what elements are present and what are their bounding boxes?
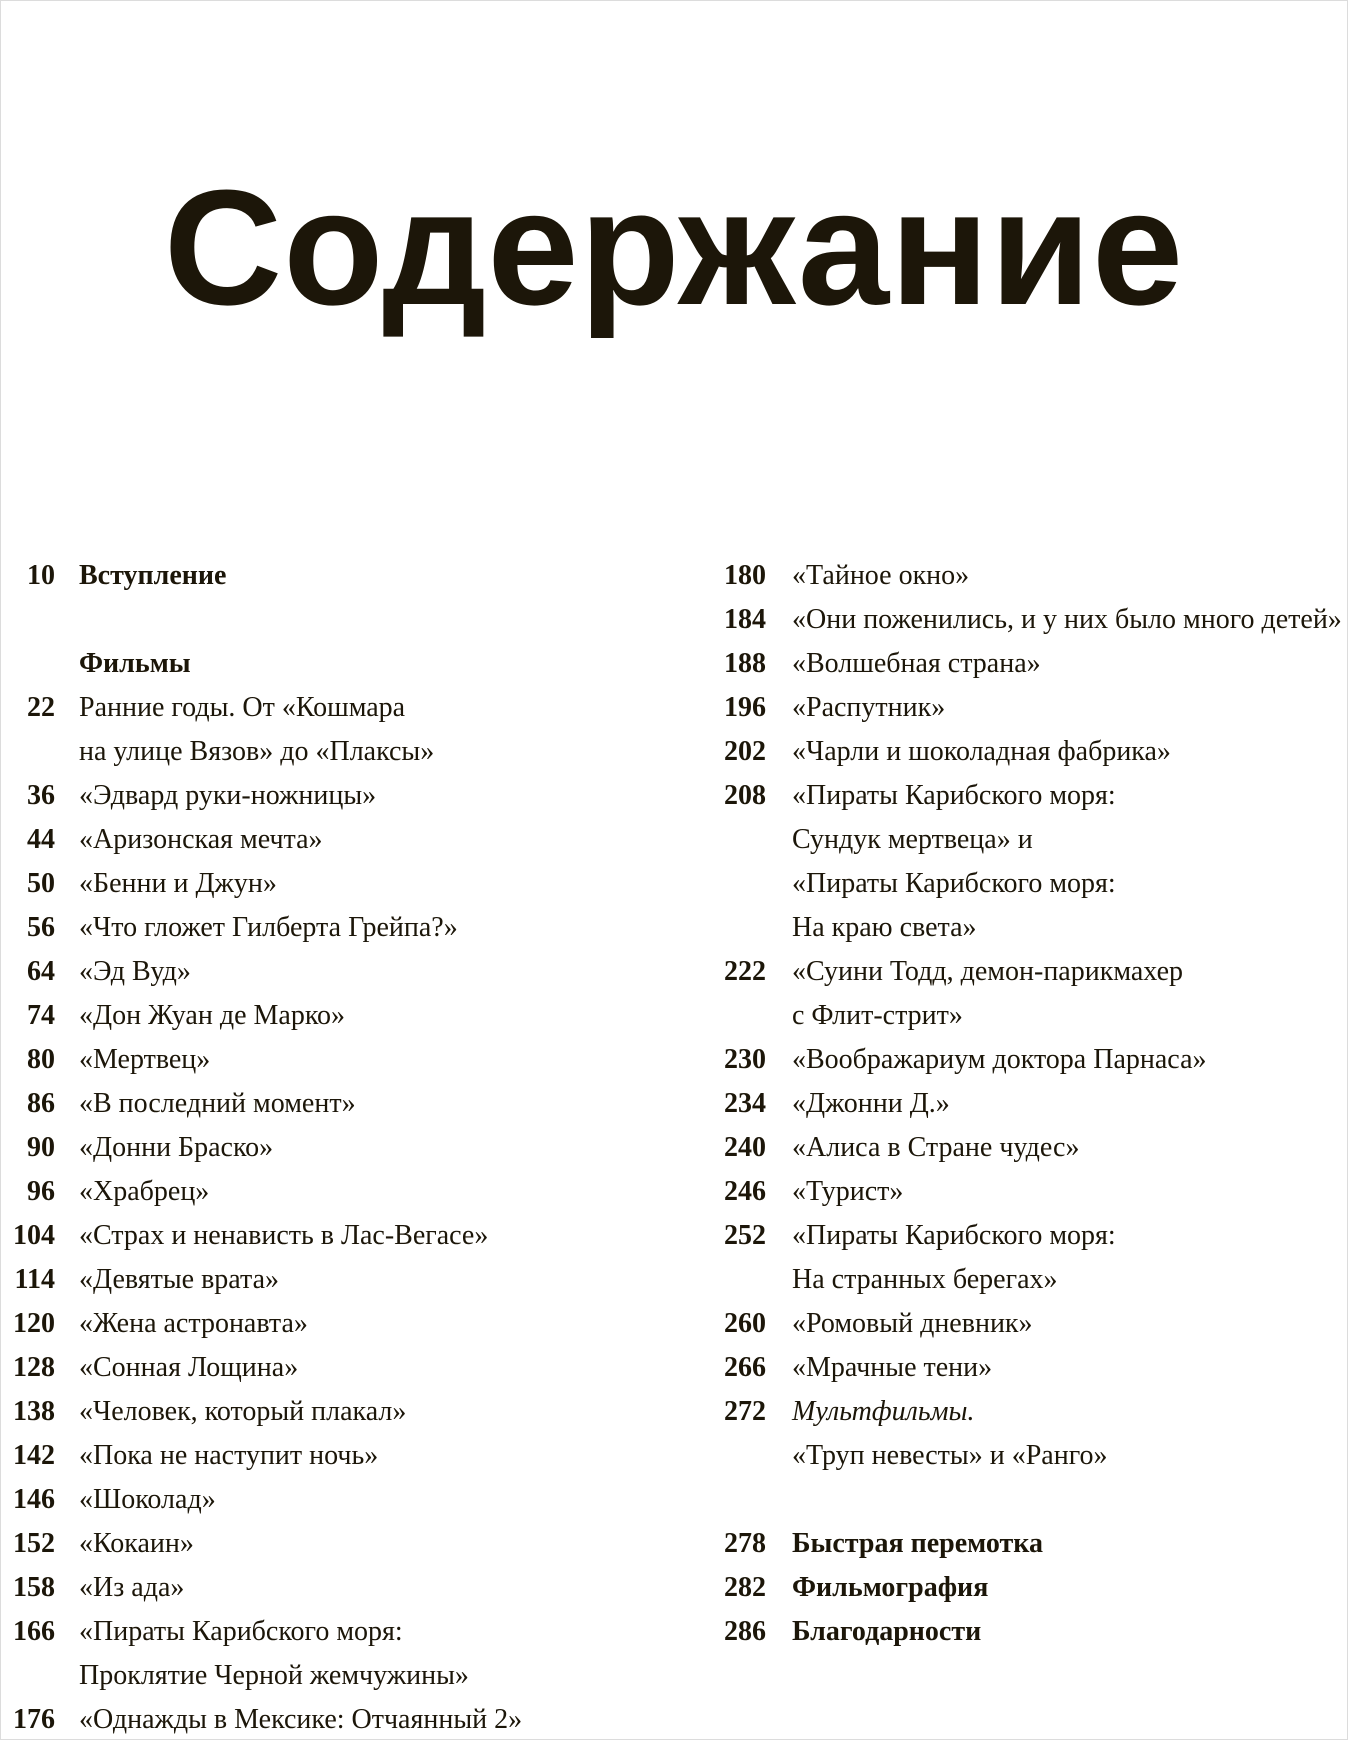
toc-entry bbox=[690, 956, 1340, 1000]
toc-entry bbox=[0, 1044, 680, 1088]
toc-entry-title: «Девятые врата» bbox=[79, 1264, 280, 1295]
toc-page-number: 114 bbox=[14, 1264, 55, 1295]
toc-entry bbox=[0, 1000, 680, 1044]
toc-entry-title: «Эдвард руки-ножницы» bbox=[79, 780, 377, 811]
toc-page-number: 196 bbox=[724, 692, 766, 723]
toc-entry bbox=[690, 868, 1340, 912]
toc-entry-title: Ранние годы. От «Кошмара bbox=[79, 692, 406, 723]
toc-entry bbox=[690, 1616, 1340, 1660]
toc-entry-title: «Шоколад» bbox=[79, 1484, 216, 1515]
toc-page-number: 104 bbox=[13, 1220, 55, 1251]
toc-entry bbox=[0, 1176, 680, 1220]
toc-page-number: 128 bbox=[13, 1352, 55, 1383]
toc-entry bbox=[0, 1616, 680, 1660]
toc-entry-title: Вступление bbox=[79, 560, 227, 591]
toc-right-column bbox=[690, 560, 1340, 1660]
toc-entry bbox=[690, 1000, 1340, 1044]
toc-entry-title: Мультфильмы. bbox=[792, 1396, 975, 1427]
toc-entry-title: Фильмы bbox=[79, 648, 191, 679]
toc-entry bbox=[690, 560, 1340, 604]
toc-page-number: 252 bbox=[724, 1220, 766, 1251]
toc-entry-title: на улице Вязов» до «Плаксы» bbox=[79, 736, 435, 767]
toc-page-number: 202 bbox=[724, 736, 766, 767]
toc-entry bbox=[0, 692, 680, 736]
toc-entry-title: «Храбрец» bbox=[79, 1176, 210, 1207]
toc-entry bbox=[0, 824, 680, 868]
toc-page-number: 36 bbox=[27, 780, 55, 811]
toc-page-number: 240 bbox=[724, 1132, 766, 1163]
toc-entry bbox=[690, 736, 1340, 780]
toc-entry-title: «Пираты Карибского моря: bbox=[792, 868, 1116, 899]
toc-entry bbox=[0, 1264, 680, 1308]
toc-entry-title: «Они поженились, и у них было много детей» bbox=[792, 604, 1342, 635]
toc-page-number: 158 bbox=[13, 1572, 55, 1603]
toc-entry bbox=[690, 1528, 1340, 1572]
toc-entry bbox=[690, 1308, 1340, 1352]
toc-entry-title: «Что гложет Гилберта Грейпа?» bbox=[79, 912, 458, 943]
toc-entry-title: «Суини Тодд, демон-парикмахер bbox=[792, 956, 1184, 987]
toc-entry-title: «Пираты Карибского моря: bbox=[792, 1220, 1116, 1251]
toc-entry-title: «Эд Вуд» bbox=[79, 956, 191, 987]
toc-entry-title: Проклятие Черной жемчужины» bbox=[79, 1660, 469, 1691]
toc-entry bbox=[690, 780, 1340, 824]
toc-page-number: 272 bbox=[724, 1396, 766, 1427]
toc-entry bbox=[690, 1484, 1340, 1528]
toc-entry-title: «Джонни Д.» bbox=[792, 1088, 950, 1119]
toc-entry-title: Благодарности bbox=[792, 1616, 982, 1647]
toc-page-number: 278 bbox=[724, 1528, 766, 1559]
toc-entry bbox=[0, 604, 680, 648]
toc-entry-title: «Тайное окно» bbox=[792, 560, 970, 591]
toc-entry-title: «Жена астронавта» bbox=[79, 1308, 308, 1339]
toc-entry bbox=[0, 1396, 680, 1440]
toc-entry-title: «Ромовый дневник» bbox=[792, 1308, 1033, 1339]
toc-entry bbox=[690, 1352, 1340, 1396]
toc-entry-title: «Страх и ненависть в Лас-Вегасе» bbox=[79, 1220, 489, 1251]
toc-entry-title: Быстрая перемотка bbox=[792, 1528, 1043, 1559]
toc-entry-title: «Человек, который плакал» bbox=[79, 1396, 407, 1427]
toc-entry bbox=[0, 912, 680, 956]
toc-page-number: 86 bbox=[27, 1088, 55, 1119]
toc-entry bbox=[0, 868, 680, 912]
toc-entry bbox=[690, 1176, 1340, 1220]
toc-entry bbox=[690, 1132, 1340, 1176]
toc-page-number: 120 bbox=[13, 1308, 55, 1339]
toc-entry-title: «Однажды в Мексике: Отчаянный 2» bbox=[79, 1704, 523, 1735]
toc-entry-title: «Чарли и шоколадная фабрика» bbox=[792, 736, 1171, 767]
toc-page-number: 56 bbox=[27, 912, 55, 943]
toc-entry-title: На странных берегах» bbox=[792, 1264, 1058, 1295]
toc-page-number: 152 bbox=[13, 1528, 55, 1559]
toc-page-number: 208 bbox=[724, 780, 766, 811]
toc-entry bbox=[690, 692, 1340, 736]
toc-entry-title: «Пираты Карибского моря: bbox=[79, 1616, 403, 1647]
toc-entry bbox=[690, 1440, 1340, 1484]
toc-page-number: 142 bbox=[13, 1440, 55, 1471]
toc-entry-title: «Пираты Карибского моря: bbox=[792, 780, 1116, 811]
toc-page-number: 176 bbox=[13, 1704, 55, 1735]
toc-page-number: 44 bbox=[27, 824, 55, 855]
toc-entry bbox=[0, 1352, 680, 1396]
toc-page-number: 188 bbox=[724, 648, 766, 679]
toc-page-number: 246 bbox=[724, 1176, 766, 1207]
toc-page-number: 230 bbox=[724, 1044, 766, 1075]
toc-entry bbox=[690, 1220, 1340, 1264]
toc-entry-title: «Воображариум доктора Парнаса» bbox=[792, 1044, 1207, 1075]
toc-page-number: 90 bbox=[27, 1132, 55, 1163]
toc-entry-title: «Сонная Лощина» bbox=[79, 1352, 299, 1383]
toc-page-number: 96 bbox=[27, 1176, 55, 1207]
toc-entry bbox=[0, 560, 680, 604]
toc-page-number: 22 bbox=[27, 692, 55, 723]
toc-entry bbox=[690, 1088, 1340, 1132]
toc-page-number: 266 bbox=[724, 1352, 766, 1383]
toc-page-number: 184 bbox=[724, 604, 766, 635]
toc-entry bbox=[0, 1132, 680, 1176]
toc-entry bbox=[690, 1264, 1340, 1308]
toc-entry-title: «Дон Жуан де Марко» bbox=[79, 1000, 346, 1031]
toc-entry-title: «Из ада» bbox=[79, 1572, 185, 1603]
toc-entry bbox=[0, 1704, 680, 1748]
toc-entry bbox=[0, 1572, 680, 1616]
toc-page-number: 80 bbox=[27, 1044, 55, 1075]
toc-entry bbox=[690, 1044, 1340, 1088]
toc-entry-title: На краю света» bbox=[792, 912, 977, 943]
toc-page-number: 180 bbox=[724, 560, 766, 591]
toc-entry bbox=[0, 1308, 680, 1352]
toc-entry-title: «Аризонская мечта» bbox=[79, 824, 323, 855]
toc-page-number: 166 bbox=[13, 1616, 55, 1647]
page-title: Содержание bbox=[163, 155, 1185, 339]
toc-entry bbox=[0, 780, 680, 824]
toc-page-number: 50 bbox=[27, 868, 55, 899]
toc-entry-title: с Флит-стрит» bbox=[792, 1000, 963, 1031]
toc-entry bbox=[0, 1220, 680, 1264]
toc-entry bbox=[690, 648, 1340, 692]
toc-entry bbox=[690, 1572, 1340, 1616]
toc-entry-title: «Распутник» bbox=[792, 692, 946, 723]
toc-page-number: 286 bbox=[724, 1616, 766, 1647]
toc-entry-title: «Кокаин» bbox=[79, 1528, 194, 1559]
toc-entry-title: Сундук мертвеца» и bbox=[792, 824, 1033, 855]
toc-page-number: 10 bbox=[27, 560, 55, 591]
toc-entry-title: «Бенни и Джун» bbox=[79, 868, 277, 899]
toc-page-number: 234 bbox=[724, 1088, 766, 1119]
toc-page-number: 222 bbox=[724, 956, 766, 987]
toc-entry bbox=[690, 912, 1340, 956]
toc-page-number: 282 bbox=[724, 1572, 766, 1603]
toc-page-number: 64 bbox=[27, 956, 55, 987]
toc-entry-title: «В последний момент» bbox=[79, 1088, 356, 1119]
toc-page-number: 260 bbox=[724, 1308, 766, 1339]
toc-entry bbox=[0, 1440, 680, 1484]
toc-entry bbox=[690, 1396, 1340, 1440]
toc-entry bbox=[0, 1528, 680, 1572]
toc-page-number: 146 bbox=[13, 1484, 55, 1515]
toc-entry-title: «Волшебная страна» bbox=[792, 648, 1041, 679]
toc-entry-title: «Мертвец» bbox=[79, 1044, 211, 1075]
toc-page-number: 74 bbox=[27, 1000, 55, 1031]
toc-entry bbox=[0, 1660, 680, 1704]
toc-entry-title: «Донни Браско» bbox=[79, 1132, 274, 1163]
toc-entry-title: «Мрачные тени» bbox=[792, 1352, 993, 1383]
toc-entry bbox=[690, 604, 1340, 648]
toc-entry-title: «Алиса в Стране чудес» bbox=[792, 1132, 1080, 1163]
toc-entry-title: «Турист» bbox=[792, 1176, 904, 1207]
toc-entry bbox=[0, 648, 680, 692]
toc-page-number: 138 bbox=[13, 1396, 55, 1427]
toc-entry bbox=[0, 956, 680, 1000]
toc-left-column bbox=[0, 560, 680, 1748]
toc-entry-title: Фильмография bbox=[792, 1572, 989, 1603]
toc-entry bbox=[0, 1484, 680, 1528]
toc-entry-title: «Пока не наступит ночь» bbox=[79, 1440, 379, 1471]
toc-entry bbox=[0, 1088, 680, 1132]
toc-entry-title: «Труп невесты» и «Ранго» bbox=[792, 1440, 1108, 1471]
toc-entry bbox=[690, 824, 1340, 868]
toc-entry bbox=[0, 736, 680, 780]
